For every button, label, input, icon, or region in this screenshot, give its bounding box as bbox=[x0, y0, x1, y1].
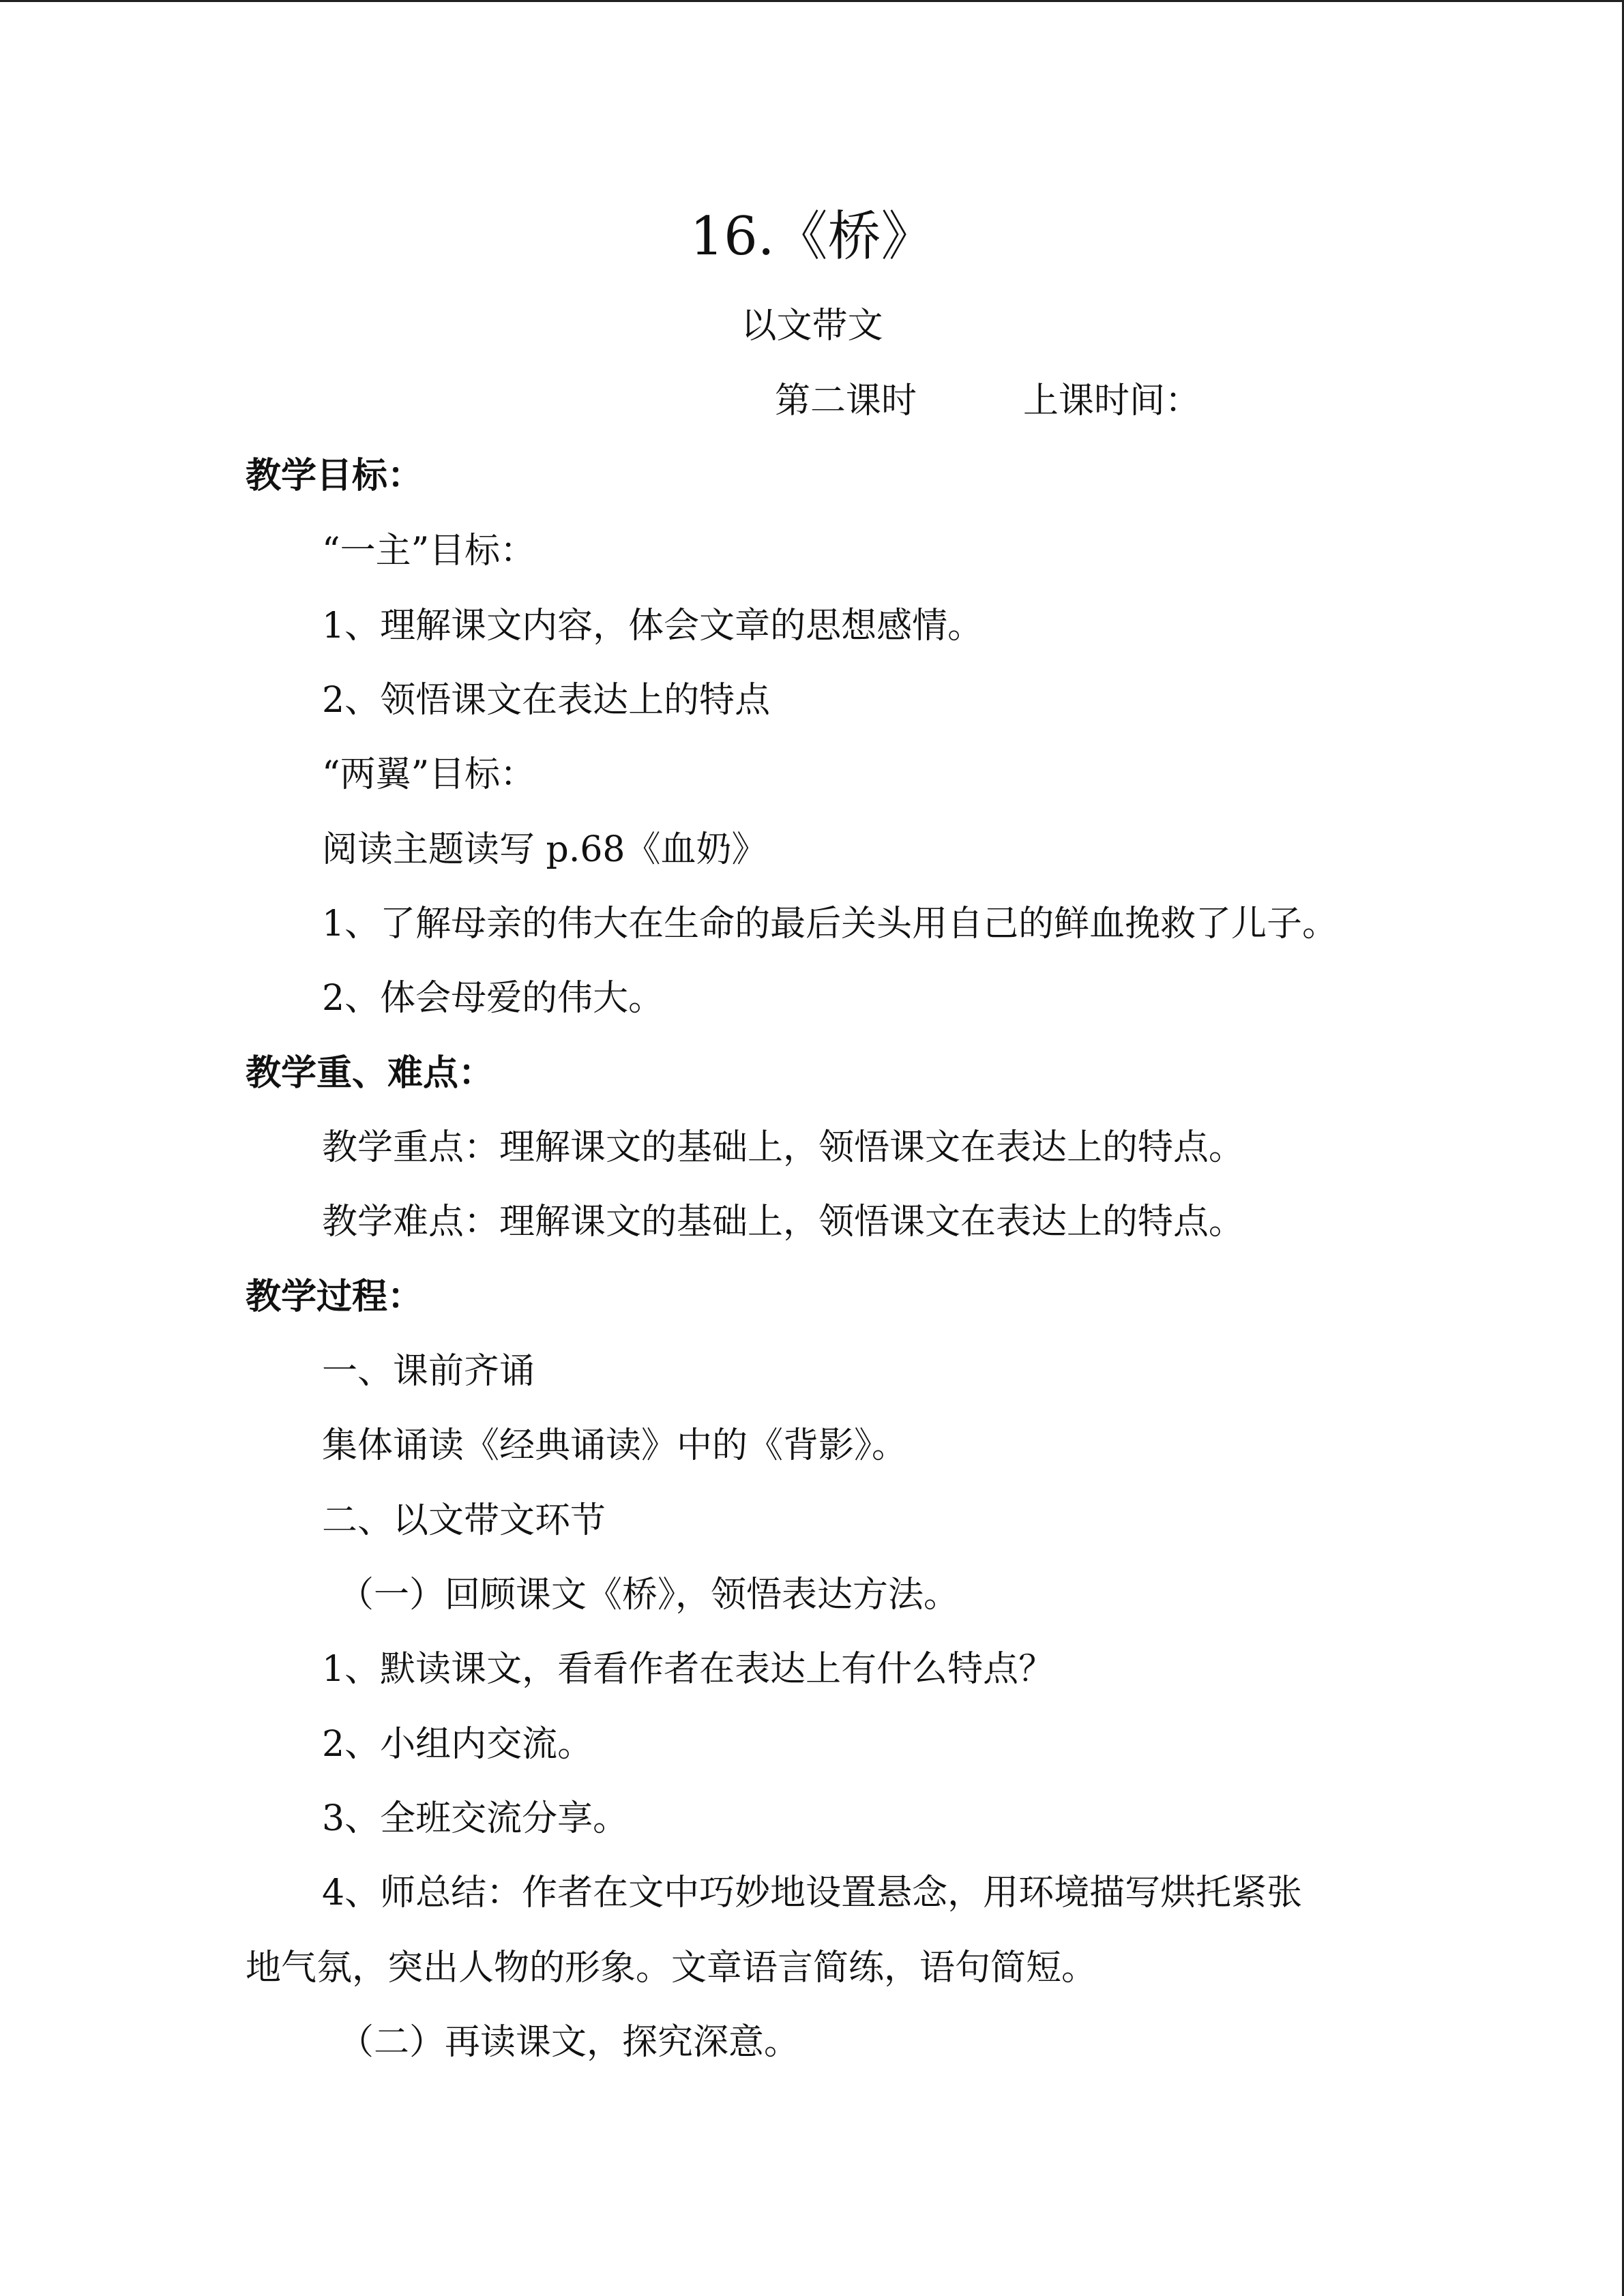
process-subsection: （二）再读课文，探究深意。 bbox=[338, 2022, 800, 2063]
wing-goal-item: 2、体会母爱的伟大。 bbox=[322, 978, 664, 1019]
wing-goal-label: “两翼”目标： bbox=[322, 754, 536, 795]
wing-reading-reference: 阅读主题读写 p.68《血奶》 bbox=[322, 829, 767, 870]
document-subtitle: 以文带文 bbox=[741, 305, 883, 346]
wing-goal-item: 1、了解母亲的伟大在生命的最后关头用自己的鲜血挽救了儿子。 bbox=[322, 904, 1338, 944]
process-step: 一、课前齐诵 bbox=[322, 1351, 535, 1392]
process-item: 1、默读课文，看看作者在表达上有什么特点？ bbox=[322, 1649, 1054, 1690]
process-item-continued: 地气氛，突出人物的形象。文章语言简练，语句简短。 bbox=[246, 1948, 1097, 1988]
process-heading: 教学过程： bbox=[246, 1277, 424, 1317]
process-item: 3、全班交流分享。 bbox=[322, 1798, 629, 1839]
page-top-border bbox=[0, 0, 1624, 2]
main-goal-label: “一主”目标： bbox=[322, 531, 536, 571]
document-title: 16.《桥》 bbox=[690, 206, 934, 267]
process-subsection: （一）回顾课文《桥》，领悟表达方法。 bbox=[338, 1575, 960, 1615]
process-item: 2、小组内交流。 bbox=[322, 1724, 593, 1765]
lesson-number: 第二课时 bbox=[775, 381, 917, 421]
main-goal-item: 2、领悟课文在表达上的特点 bbox=[322, 680, 771, 721]
difficult-point: 教学难点：理解课文的基础上，领悟课文在表达上的特点。 bbox=[322, 1202, 1245, 1242]
objectives-heading: 教学目标： bbox=[246, 456, 424, 496]
process-step: 二、以文带文环节 bbox=[322, 1500, 606, 1541]
process-step-detail: 集体诵读《经典诵读》中的《背影》。 bbox=[322, 1425, 908, 1466]
key-point: 教学重点：理解课文的基础上，领悟课文在表达上的特点。 bbox=[322, 1127, 1245, 1168]
process-item: 4、师总结：作者在文中巧妙地设置悬念，用环境描写烘托紧张 bbox=[322, 1873, 1303, 1913]
key-points-heading: 教学重、难点： bbox=[246, 1053, 494, 1094]
class-time-label: 上课时间： bbox=[1023, 381, 1201, 421]
main-goal-item: 1、理解课文内容，体会文章的思想感情。 bbox=[322, 606, 984, 646]
